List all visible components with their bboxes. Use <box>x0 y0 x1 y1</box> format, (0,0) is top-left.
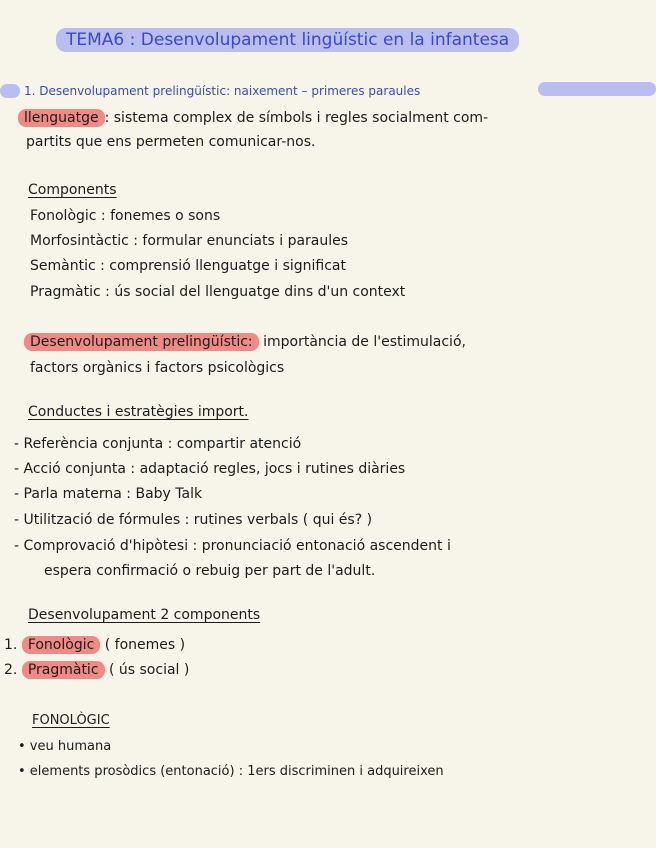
component-item: Morfosintàctic : formular enunciats i paraules <box>30 233 349 249</box>
definition-line-2: partits que ens permeten comunicar-nos. <box>26 134 316 150</box>
conducta-item-continued: espera confirmació o rebuig per part de l'adult. <box>44 563 376 579</box>
definition-text: : sistema complex de símbols i regles socialment com- <box>104 110 489 126</box>
dev2-item-number: 1. <box>4 637 18 653</box>
prelinguistic-line-2: factors orgànics i factors psicològics <box>30 360 285 376</box>
prelinguistic-text: importància de l'estimulació, <box>263 334 466 350</box>
conducta-item: - Referència conjunta : compartir atenció <box>14 436 302 452</box>
definition-term: llenguatge <box>18 109 105 127</box>
fonologic-heading: FONOLÒGIC <box>32 713 110 728</box>
dev2-item <box>4 662 189 678</box>
conducta-item: - Acció conjunta : adaptació regles, jocs i rutines diàries <box>14 461 406 477</box>
component-item: Semàntic : comprensió llenguatge i significat <box>30 258 347 274</box>
dev2-item-term: Pragmàtic <box>22 661 105 679</box>
conducta-item: - Utilització de fórmules : rutines verbals ( qui és? ) <box>14 512 373 528</box>
section-1-heading: 1. Desenvolupament prelingüístic: naixement – primeres paraules <box>24 84 421 98</box>
page-title: TEMA6 : Desenvolupament lingüístic en la infantesa <box>56 28 519 52</box>
dev2-item-rest: ( ús social ) <box>108 662 190 678</box>
component-item: Fonològic : fonemes o sons <box>30 208 221 224</box>
dev2-item-number: 2. <box>4 662 18 678</box>
dev2-item-rest: ( fonemes ) <box>104 637 186 653</box>
dev2-item-term: Fonològic <box>22 636 101 654</box>
prelinguistic-term: Desenvolupament prelingüístic: <box>24 333 259 351</box>
fonologic-item: • elements prosòdics (entonació) : 1ers discriminen i adquireixen <box>18 764 444 779</box>
dev2-heading: Desenvolupament 2 components <box>28 607 261 623</box>
conductes-heading: Conductes i estratègies import. <box>28 404 249 420</box>
prelinguistic-line-1 <box>24 334 466 350</box>
dev2-item <box>4 637 185 653</box>
definition-line-1 <box>18 110 488 126</box>
components-heading: Components <box>28 182 117 198</box>
section-bar-left <box>0 84 20 98</box>
component-item: Pragmàtic : ús social del llenguatge dins d'un context <box>30 284 406 300</box>
fonologic-item: • veu humana <box>18 739 112 754</box>
section-bar-right <box>538 82 656 96</box>
conducta-item: - Parla materna : Baby Talk <box>14 486 203 502</box>
conducta-item: - Comprovació d'hipòtesi : pronunciació entonació ascendent i <box>14 538 451 554</box>
